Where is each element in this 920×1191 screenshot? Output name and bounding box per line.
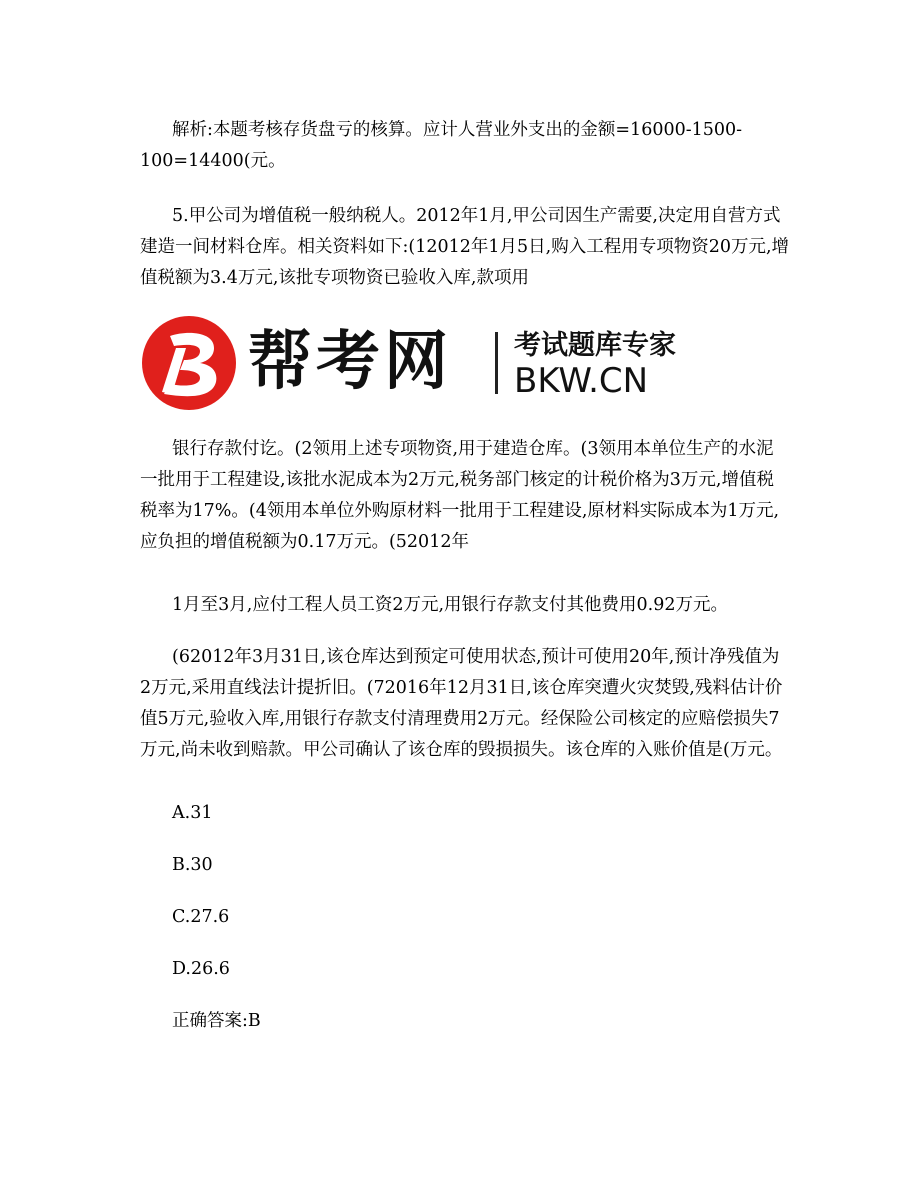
- logo-slogan: 考试题库专家: [514, 330, 676, 361]
- option-c: C.27.6: [172, 907, 230, 927]
- analysis-line-2: 100=14400(元。: [140, 151, 286, 171]
- bkw-logo: [140, 314, 700, 412]
- option-b: B.30: [172, 855, 213, 875]
- logo-divider: [495, 332, 498, 394]
- logo-domain: BKW.CN: [514, 361, 649, 401]
- option-d: D.26.6: [172, 959, 230, 979]
- question-part-3: 1月至3月,应付工程人员工资2万元,用银行存款支付其他费用0.92万元。: [172, 595, 728, 615]
- logo-brand-text: 帮考网: [248, 325, 452, 399]
- question-part-2: 银行存款付讫。(2领用上述专项物资,用于建造仓库。(3领用本单位生产的水泥一批用于工程建设,该批水泥成本为2万元,税务部门核定的计税价格为3万元,增值税税率为17%。(4领用本单位外购原材料一批用于工程建设,原材料实际成本为1万元,应负担的增值税额为0.17万元。(52012年: [140, 439, 780, 552]
- question-part-4: (62012年3月31日,该仓库达到预定可使用状态,预计可使用20年,预计净残值为2万元,采用直线法计提折旧。(72016年12月31日,该仓库突遭火灾焚毁,残料估计价值5万元,验收入库,用银行存款支付清理费用2万元。经保险公司核定的应赔偿损失7万元,尚未收到赔款。甲公司确认了该仓库的毁损损失。该仓库的入账价值是(万元。: [140, 647, 783, 760]
- bkw-b-logo-icon: [140, 314, 240, 412]
- question-intro: 5.甲公司为增值税一般纳税人。2012年1月,甲公司因生产需要,决定用自营方式建造一间材料仓库。相关资料如下:(12012年1月5日,购入工程用专项物资20万元,增值税额为3.4万元,该批专项物资已验收入库,款项用: [140, 206, 790, 288]
- correct-answer: 正确答案:B: [172, 1011, 261, 1031]
- option-a: A.31: [172, 803, 213, 823]
- analysis-line-1: 解析:本题考核存货盘亏的核算。应计人营业外支出的金额=16000-1500-: [172, 120, 743, 140]
